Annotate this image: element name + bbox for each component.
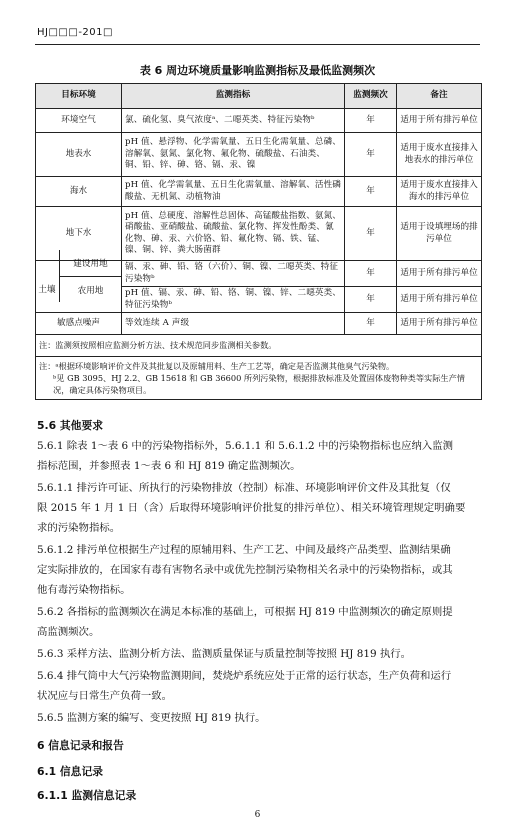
freq-cell: 年 [345, 133, 397, 177]
paragraph-line: 状况应与日常生产负荷一致。 [37, 690, 173, 702]
paragraph-line: 求的污染物指标。 [37, 522, 121, 534]
section-6-title: 6 信息记录和报告 [37, 739, 124, 752]
note-cell: 适用于所有排污单位 [397, 287, 482, 313]
table-footnote-row [36, 357, 482, 400]
note-cell: 适用于设填埋场的排污单位 [397, 207, 482, 261]
env-cell: 环境空气 [36, 109, 122, 133]
indicators-cell: pH 值、悬浮物、化学需氧量、五日生化需氧量、总磷、溶解氧、氨氮、氯化物、氟化物、硫酸盐、石油类、铜、铅、锌、砷、铬、镉、汞、镍 [122, 133, 345, 177]
note-cell: 适用于所有排污单位 [397, 261, 482, 287]
page-number: 6 [254, 810, 261, 820]
monitoring-table [35, 83, 482, 400]
env-cell: 地下水 [36, 207, 122, 261]
header-remarks: 备注 [397, 84, 482, 109]
freq-cell: 年 [345, 261, 397, 287]
table-row [36, 177, 482, 207]
soil-sub-construction: 建设用地 [73, 259, 108, 269]
document-code-header: HJ□□□-201□ [37, 27, 113, 38]
header-indicators: 监测指标 [122, 84, 345, 109]
table-caption: 表 6 周边环境质量影响监测指标及最低监测频次 [139, 64, 376, 77]
env-cell: 海水 [36, 177, 122, 207]
footnote-b: ᵇ见 GB 3095、HJ 2.2、GB 15618 和 GB 36600 所列污染物，根据排放标准及处置固体废物种类等实际生产情况，确定具体污染物项目。 [53, 373, 465, 395]
section-5-6-title: 5.6 其他要求 [37, 419, 104, 432]
paragraph-line: 限 2015 年 1 月 1 日（含）后取得环境影响评价批复的排污单位）、相关环境管理规定明确要 [37, 502, 466, 514]
indicators-cell: 镉、汞、砷、铅、铬（六价）、铜、镍、二噁英类、特征污染物ᵇ [122, 261, 345, 287]
table-row [36, 313, 482, 335]
paragraph-line: 定实际排放的，在国家有毒有害物名录中或优先控制污染物相关名录中的污染物指标，或其 [37, 564, 453, 576]
indicators-cell: 氯、硫化氢、臭气浓度ᵃ、二噁英类、特征污染物ᵇ [122, 109, 345, 133]
paragraph-line: 5.6.5 监测方案的编写、变更按照 HJ 819 执行。 [37, 712, 266, 724]
env-cell: 敏感点噪声 [36, 313, 122, 335]
paragraph-line: 高监测频次。 [37, 626, 100, 638]
indicators-cell: pH 值、镉、汞、砷、铅、铬、铜、镍、锌、二噁英类、特征污染物ᵇ [122, 287, 345, 313]
freq-cell: 年 [345, 177, 397, 207]
indicators-cell: pH 值、总硬度、溶解性总固体、高锰酸盐指数、氨氮、硝酸盐、亚硝酸盐、硫酸盐、氯化物、挥发性酚类、氰化物、砷、汞、六价铬、铅、氟化物、镉、铁、锰、镍、铜、锌、粪大肠菌群 [122, 207, 345, 261]
table-row [36, 109, 482, 133]
table-note: 注：监测须按照相应监测分析方法、技术规范同步监测相关参数。 [36, 335, 482, 357]
paragraph-line: 5.6.1.1 排污许可证、所执行的污染物排放（控制）标准、环境影响评价文件及其批复（仅 [37, 482, 451, 494]
indicators-cell: 等效连续 A 声级 [122, 313, 345, 335]
paragraph-line: 他有毒污染物指标。 [37, 584, 131, 596]
section-6-1-title: 6.1 信息记录 [37, 765, 104, 778]
freq-cell: 年 [345, 287, 397, 313]
paragraph-line: 5.6.2 各指标的监测频次在满足本标准的基础上，可根据 HJ 819 中监测频次的确定原则提 [37, 606, 453, 618]
paragraph-line: 5.6.1.2 排污单位根据生产过程的原辅用料、生产工艺、中间及最终产品类型、监测结果确 [37, 544, 451, 556]
section-6-1-1-title: 6.1.1 监测信息记录 [37, 789, 137, 802]
note-cell: 适用于废水直接排入海水的排污单位 [397, 177, 482, 207]
paragraph-line: 5.6.3 采样方法、监测分析方法、监测质量保证与质量控制等按照 HJ 819 执行。 [37, 648, 412, 660]
paragraph-line: 指标范围，并参照表 1～表 6 和 HJ 819 确定监测频次。 [37, 460, 301, 472]
header-target-env: 目标环境 [36, 84, 122, 109]
header-rule [35, 44, 480, 45]
table-header-row [36, 84, 482, 109]
table-footnotes [36, 357, 482, 400]
indicators-cell: pH 值、化学需氧量、五日生化需氧量、溶解氧、活性磷酸盐、无机氮、动植物油 [122, 177, 345, 207]
header-frequency: 监测频次 [345, 84, 397, 109]
env-cell: 地表水 [36, 133, 122, 177]
freq-cell: 年 [345, 109, 397, 133]
table-row [36, 133, 482, 177]
note-cell: 适用于所有排污单位 [397, 109, 482, 133]
footnote-a: 注：ᵃ根据环境影响评价文件及其批复以及原辅用料、生产工艺等，确定是否监测其他臭气污染物。 [39, 361, 395, 371]
paragraph-line: 5.6.4 排气筒中大气污染物监测期间，焚烧炉系统应处于正常的运行状态，生产负荷和运行 [37, 670, 452, 682]
note-cell: 适用于废水直接排入地表水的排污单位 [397, 133, 482, 177]
table-note-row [36, 335, 482, 357]
freq-cell: 年 [345, 207, 397, 261]
freq-cell: 年 [345, 313, 397, 335]
note-cell: 适用于所有排污单位 [397, 313, 482, 335]
soil-sub-agricultural: 农用地 [77, 286, 104, 296]
soil-label: 土壤 [38, 285, 56, 295]
paragraph-line: 5.6.1 除表 1～表 6 中的污染物指标外，5.6.1.1 和 5.6.1.2 中的污染物指标也应纳入监测 [37, 440, 454, 452]
